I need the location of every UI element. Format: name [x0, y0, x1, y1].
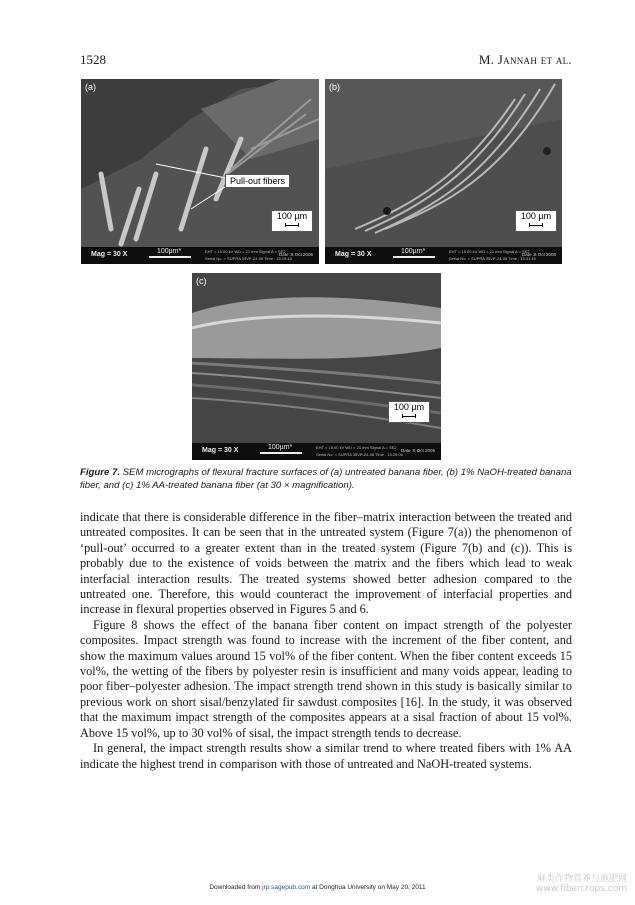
- databar-scale-line-b: [393, 256, 435, 258]
- databar-info2-c: Serial No. = SUPRA 35VP-24-08 Time : 15:25:06: [316, 452, 403, 457]
- pull-out-fibers-callout: Pull-out fibers: [225, 174, 290, 188]
- databar-info2-a: Serial No. = SUPRA 35VP-24-08 Time : 15:19:43: [205, 256, 292, 261]
- watermark-line-1: 麻类作物营养与施肥网: [536, 874, 627, 884]
- databar-date-b: Date :6 Oct 2006: [521, 252, 556, 257]
- scale-box-a: [271, 210, 313, 232]
- magnification-a: Mag = 30 X: [91, 251, 128, 258]
- body-text: [80, 510, 572, 772]
- scale-value-c: 100 µm: [393, 402, 425, 412]
- databar-scale-c: 100µm*: [268, 444, 293, 451]
- databar-scale-line-c: [260, 452, 302, 454]
- magnification-c: Mag = 30 X: [202, 447, 239, 454]
- footer-prefix: Downloaded from: [209, 884, 263, 891]
- page-header: [80, 52, 572, 68]
- scale-bar-icon: [402, 414, 416, 418]
- sem-image-b: [325, 79, 562, 264]
- page-number: 1528: [80, 52, 106, 67]
- running-head: M. Jannah et al.: [478, 52, 572, 67]
- scale-value-a: 100 µm: [276, 211, 308, 221]
- databar-info2-b: Serial No. = SUPRA 35VP-24-08 Time : 15:31:45: [449, 256, 536, 261]
- sem-panel-c: [192, 273, 441, 460]
- databar-date-c: Date :6 Oct 2006: [400, 448, 435, 453]
- sem-panel-a: [81, 79, 319, 264]
- footer-link[interactable]: jrp.sagepub.com: [262, 884, 311, 891]
- figure-caption-label: Figure 7.: [80, 467, 120, 478]
- scale-bar-icon: [285, 223, 299, 227]
- footer-suffix: at Donghua University on May 20, 2011: [310, 884, 426, 891]
- sem-databar-c: [192, 443, 441, 460]
- scale-box-b: [515, 210, 557, 232]
- sem-panel-b: [325, 79, 562, 264]
- paragraph-2: Figure 8 shows the effect of the banana fiber content on impact strength of the polyester composites. Impact strength was found to increase with the increment of the fiber content, and show the maximum values around 15 vol% of the fiber content. When the fiber content exceeds 15 vol%, the wetting of the fibers by polyester resin is insufficient and many voids appear, leading to poor fiber–polyester adhesion. The impact strength trend shown in this study is basically similar to previous work on short sisal/benzylated fir sawdust composites [16]. In the study, it was observed that the maximum impact strength of the composites appears at a sisal fraction of about 15 vol%. Above 15 vol%, up to 30 vol% of sisal, the impact strength tends to decrease.: [80, 617, 572, 740]
- sem-image-a: [81, 79, 319, 264]
- databar-info1-c: EHT = 15.00 kV WD = 21 mm Signal A = SE2: [316, 445, 397, 450]
- sem-image-c: [192, 273, 441, 460]
- paragraph-1: indicate that there is considerable difference in the fiber–matrix interaction between the treated and untreated composites. It can be seen that in the untreated system (Figure 7(a)) the phenomenon of ‘pull-out’ occurred to a greater extent than in the treated system (Figure 7(b) and (c)). This is probably due to the existence of voids between the matrix and the fibers which lead to weak interfacial interaction results. The treated systems showed better adhesion compared to the untreated one. Therefore, this would counteract the improvement of interfacial properties and increase in flexural properties observed in Figures 5 and 6.: [80, 510, 572, 617]
- databar-info1-b: EHT = 15.00 kV WD = 21 mm Signal A = SE2: [449, 249, 530, 254]
- databar-scale-b: 100µm*: [401, 248, 426, 255]
- databar-scale-a: 100µm*: [157, 248, 182, 255]
- sem-databar-b: [325, 247, 562, 264]
- figure-caption-text: SEM micrographs of flexural fracture surfaces of (a) untreated banana fiber, (b) 1% NaOH-treated banana fiber, and (c) 1% AA-treated banana fiber (at 30 × magnification).: [80, 467, 572, 491]
- scale-value-b: 100 µm: [520, 211, 552, 221]
- watermark-line-2: www.fibercrops.com: [536, 884, 627, 894]
- panel-label-c: (c): [196, 276, 207, 286]
- figure-caption: [80, 466, 572, 492]
- databar-date-a: Date :6 Oct 2006: [278, 252, 313, 257]
- paragraph-3: In general, the impact strength results show a similar trend to where treated fibers with 1% AA indicate the highest trend in comparison with those of untreated and NaOH-treated systems.: [80, 741, 572, 771]
- scale-bar-icon: [529, 223, 543, 227]
- databar-scale-line-a: [149, 256, 191, 258]
- magnification-b: Mag = 30 X: [335, 251, 372, 258]
- databar-info1-a: EHT = 15.00 kV WD = 21 mm Signal A = SE2: [205, 249, 286, 254]
- panel-label-a: (a): [85, 82, 96, 92]
- watermark: [536, 874, 627, 894]
- scale-box-c: [388, 401, 430, 423]
- panel-label-b: (b): [329, 82, 340, 92]
- sem-databar-a: [81, 247, 319, 264]
